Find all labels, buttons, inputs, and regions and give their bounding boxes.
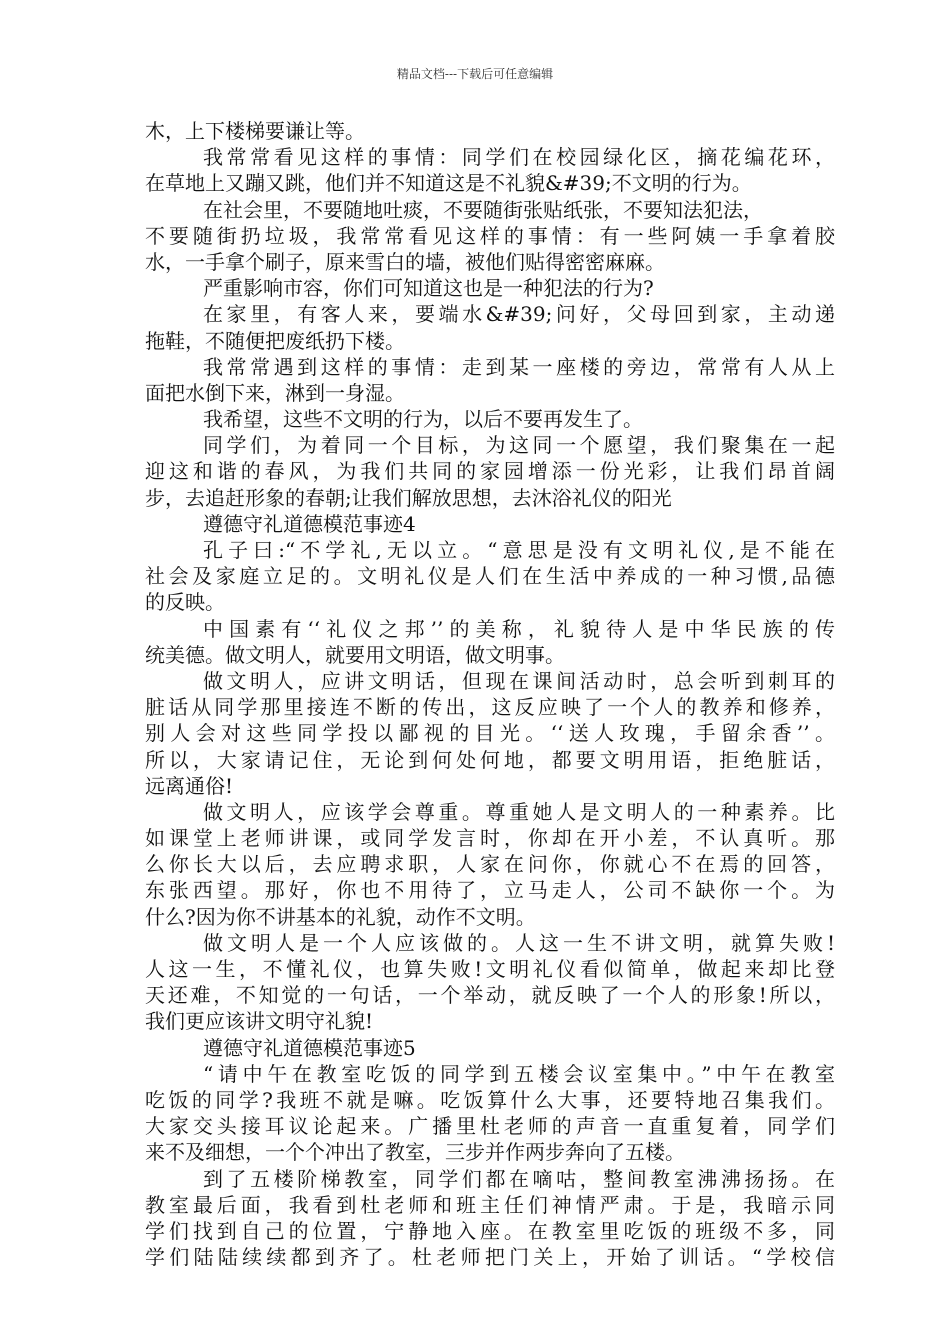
text-line: 步，去追赶形象的春朝;让我们解放思想，去沐浴礼仪的阳光 bbox=[145, 485, 672, 510]
text-line: 吃饭的同学?我班不就是嘛。吃饭算什么大事，还要特地召集我们。 bbox=[145, 1087, 835, 1112]
text-line: “请中午在教室吃饭的同学到五楼会议室集中。”中午在教室 bbox=[203, 1061, 835, 1086]
text-line: 在家里，有客人来，要端水&#39;问好，父母回到家，主动递 bbox=[203, 302, 835, 327]
text-line: 人这一生，不懂礼仪，也算失败!文明礼仪看似简单，做起来却比登 bbox=[145, 957, 835, 981]
text-line: 如课堂上老师讲课，或同学发言时，你却在开小差，不认真听。那 bbox=[145, 826, 835, 851]
text-line: 木，上下楼梯要谦让等。 bbox=[145, 119, 365, 143]
text-line: 水，一手拿个刷子，原来雪白的墙，被他们贴得密密麻麻。 bbox=[145, 249, 665, 274]
text-line: 脏话从同学那里接连不断的传出，这反应映了一个人的教养和修养， bbox=[145, 695, 835, 720]
text-line: 孔子曰:“不学礼,无以立。“意思是没有文明礼仪,是不能在 bbox=[203, 538, 835, 562]
document-body bbox=[145, 118, 835, 1270]
text-line: 么你长大以后，去应聘求职，人家在问你，你就心不在焉的回答， bbox=[145, 852, 835, 877]
text-line: 不要随街扔垃圾，我常常看见这样的事情：有一些阿姨一手拿着胶 bbox=[145, 223, 835, 248]
text-line: 别人会对这些同学投以鄙视的目光。‘‘送人玫瑰，手留余香’’。 bbox=[145, 721, 835, 746]
text-line: 迎这和谐的春风，为我们共同的家园增添一份光彩，让我们昂首阔 bbox=[145, 459, 835, 484]
text-line: 在社会里，不要随地吐痰，不要随街张贴纸张，不要知法犯法， bbox=[203, 197, 763, 222]
text-line: 中国素有‘‘礼仪之邦’’的美称，礼貌待人是中华民族的传 bbox=[203, 616, 835, 641]
text-line: 什么?因为你不讲基本的礼貌，动作不文明。 bbox=[145, 904, 536, 929]
text-line: 来不及细想，一个个冲出了教室，三步并作两步奔向了五楼。 bbox=[145, 1140, 685, 1165]
text-line: 远离通俗! bbox=[145, 773, 234, 798]
text-line: 做文明人，应讲文明话，但现在课间活动时，总会听到刺耳的 bbox=[203, 668, 835, 693]
text-line: 做文明人，应该学会尊重。尊重她人是文明人的一种素养。比 bbox=[203, 799, 835, 824]
text-line: 同学们，为着同一个目标，为这同一个愿望，我们聚集在一起 bbox=[203, 433, 835, 458]
text-line: 遵德守礼道德模范事迹5 bbox=[203, 1035, 416, 1060]
text-line: 严重影响市容，你们可知道这也是一种犯法的行为? bbox=[203, 276, 654, 301]
text-line: 所以，大家请记住，无论到何处何地，都要文明用语，拒绝脏话， bbox=[145, 747, 835, 772]
text-line: 学们找到自己的位置，宁静地入座。在教室里吃饭的班级不多，同 bbox=[145, 1218, 835, 1243]
text-line: 的反映。 bbox=[145, 590, 225, 615]
text-line: 拖鞋，不随便把废纸扔下楼。 bbox=[145, 328, 405, 353]
text-line: 做文明人是一个人应该做的。人这一生不讲文明，就算失败! bbox=[203, 930, 835, 955]
text-line: 大家交头接耳议论起来。广播里杜老师的声音一直重复着，同学们 bbox=[145, 1114, 835, 1139]
text-line: 我希望，这些不文明的行为，以后不要再发生了。 bbox=[203, 407, 643, 432]
text-line: 统美德。做文明人，就要用文明语，做文明事。 bbox=[145, 642, 565, 667]
text-line: 遵德守礼道德模范事迹4 bbox=[203, 511, 416, 536]
text-line: 东张西望。那好，你也不用待了，立马走人，公司不缺你一个。为 bbox=[145, 878, 835, 903]
text-line: 在草地上又蹦又跳，他们并不知道这是不礼貌&#39;不文明的行为。 bbox=[145, 171, 752, 196]
text-line: 学们陆陆续续都到齐了。杜老师把门关上，开始了训话。“学校信 bbox=[145, 1245, 835, 1270]
page-header: 精品文档---下载后可任意编辑 bbox=[396, 67, 554, 81]
text-line: 天还难，不知觉的一句话，一个举动，就反映了一个人的形象!所以， bbox=[145, 983, 835, 1008]
text-line: 到了五楼阶梯教室，同学们都在嘀咕，整间教室沸沸扬扬。在 bbox=[203, 1166, 835, 1191]
text-line: 我常常看见这样的事情：同学们在校园绿化区，摘花编花环， bbox=[203, 145, 835, 170]
text-line: 教室最后面，我看到杜老师和班主任们神情严肃。于是，我暗示同 bbox=[145, 1192, 835, 1217]
text-line: 我常常遇到这样的事情：走到某一座楼的旁边，常常有人从上 bbox=[203, 354, 835, 379]
text-line: 我们更应该讲文明守礼貌! bbox=[145, 1009, 374, 1034]
text-line: 社会及家庭立足的。文明礼仪是人们在生活中养成的一种习惯,品德 bbox=[145, 564, 835, 589]
text-line: 面把水倒下来，淋到一身湿。 bbox=[145, 380, 405, 405]
